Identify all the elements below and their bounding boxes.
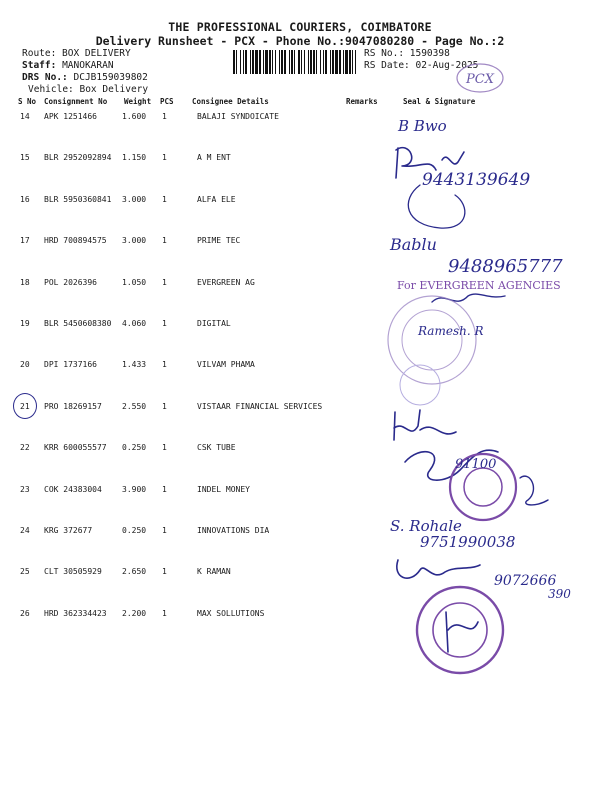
cell-sno: 19 xyxy=(20,319,30,328)
sig-row23-scribble xyxy=(520,476,548,505)
sig-row17: Bablu xyxy=(390,235,437,254)
cell-weight: 1.050 xyxy=(122,277,147,287)
rs-date: RS Date: 02-Aug-2025 xyxy=(364,60,479,71)
cell-consignee: INDEL MONEY xyxy=(197,484,250,494)
round-seal-stamp xyxy=(388,296,476,384)
drs-label: DRS No.: xyxy=(22,72,68,83)
pcx-stamp xyxy=(457,64,503,92)
sig-row14: B Bwo xyxy=(398,117,447,135)
page-title: THE PROFESSIONAL COURIERS, COIMBATORE xyxy=(168,20,432,34)
cell-sno: 15 xyxy=(20,153,30,163)
cell-pcs: 1 xyxy=(162,567,167,577)
cell-consignee: INNOVATIONS DIA xyxy=(197,526,270,535)
cell-weight: 4.060 xyxy=(122,319,147,328)
cell-sno: 26 xyxy=(20,608,30,618)
vehicle-text: Vehicle: Box Delivery xyxy=(28,84,149,95)
cell-pcs: 1 xyxy=(162,401,167,411)
col-consignment: Consignment No xyxy=(44,97,108,106)
evergreen-stamp: For EVERGREEN AGENCIES xyxy=(397,279,561,292)
cell-pcs: 1 xyxy=(162,360,167,370)
cell-pcs: 1 xyxy=(162,153,167,163)
cell-weight: 2.550 xyxy=(122,401,147,411)
cell-consignment: COK 24383004 xyxy=(44,484,102,494)
runsheet-subtitle: Delivery Runsheet - PCX - Phone No.:9047080280 - Page No.:2 xyxy=(95,34,505,48)
cell-sno: 20 xyxy=(20,360,30,370)
row20-faint-stamp xyxy=(400,365,440,405)
cell-weight: 1.433 xyxy=(122,360,147,370)
phone-row25: 9072666 xyxy=(494,573,557,589)
cell-consignee: CSK TUBE xyxy=(197,443,236,453)
cell-consignee: EVERGREEN AG xyxy=(197,277,255,287)
note-row23: 91100 xyxy=(455,457,497,472)
cell-pcs: 1 xyxy=(162,236,167,246)
cell-weight: 2.200 xyxy=(122,608,147,618)
cell-consignee: DIGITAL xyxy=(197,319,231,328)
cell-pcs: 1 xyxy=(162,608,167,618)
cell-consignment: APK 1251466 xyxy=(44,112,97,121)
pcx-stamp-text: PCX xyxy=(466,72,494,87)
note-row25: 390 xyxy=(548,587,571,601)
col-pcs: PCS xyxy=(160,97,174,106)
cell-sno: 22 xyxy=(20,443,30,453)
cell-consignment: HRD 362334423 xyxy=(44,608,107,618)
cell-sno: 17 xyxy=(20,236,30,246)
sig-row24: S. Rohale xyxy=(390,517,462,535)
cell-consignee: ALFA ELE xyxy=(197,194,236,204)
cell-sno: 14 xyxy=(20,112,30,121)
cell-weight: 2.650 xyxy=(122,567,147,577)
sig-row26-scribble xyxy=(446,612,478,652)
col-sno: S No xyxy=(18,97,37,106)
sig-row19: Ramesh. R xyxy=(418,324,484,338)
col-seal: Seal & Signature xyxy=(403,97,476,106)
cell-consignment: PRO 18269157 xyxy=(44,401,102,411)
cell-consignment: BLR 5950360841 xyxy=(44,194,112,204)
cell-pcs: 1 xyxy=(162,484,167,494)
col-weight: Weight xyxy=(124,97,152,106)
cell-weight: 1.150 xyxy=(122,153,147,163)
cell-pcs: 1 xyxy=(162,443,167,453)
cell-consignee: A M ENT xyxy=(197,153,231,163)
col-remarks: Remarks xyxy=(346,97,378,106)
sig-row18-scribble xyxy=(432,294,505,302)
route-text: Route: BOX DELIVERY xyxy=(22,48,131,59)
staff-name: MANOKARAN xyxy=(62,60,114,71)
rs-number: RS No.: 1590398 xyxy=(364,48,450,59)
cell-weight: 3.000 xyxy=(122,194,147,204)
purple-seal-row26 xyxy=(417,587,503,673)
cell-sno: 24 xyxy=(20,526,30,535)
cell-consignment: HRD 700894575 xyxy=(44,236,107,246)
cell-consignment: BLR 5450608380 xyxy=(44,319,112,328)
cell-consignee: BALAJI SYNDOICATE xyxy=(197,112,279,121)
cell-weight: 3.900 xyxy=(122,484,147,494)
sig-row16-swirl xyxy=(408,185,465,228)
sig-row21-scribble xyxy=(394,410,456,440)
cell-sno: 21 xyxy=(20,401,30,411)
cell-sno: 16 xyxy=(20,194,30,204)
col-consignee: Consignee Details xyxy=(192,97,269,106)
cell-consignment: KRG 372677 xyxy=(44,526,93,535)
cell-consignment: POL 2026396 xyxy=(44,277,97,287)
cell-consignment: BLR 2952092894 xyxy=(44,153,112,163)
cell-consignment: DPI 1737166 xyxy=(44,360,97,370)
cell-pcs: 1 xyxy=(162,526,167,535)
staff-label: Staff: xyxy=(22,60,57,71)
cell-consignee: VILVAM PHAMA xyxy=(197,360,255,370)
cell-consignee: MAX SOLLUTIONS xyxy=(197,608,265,618)
cell-weight: 0.250 xyxy=(122,526,147,535)
phone-row15: 9443139649 xyxy=(422,170,531,190)
cell-pcs: 1 xyxy=(162,112,167,121)
phone-row24: 9751990038 xyxy=(420,533,516,551)
cell-pcs: 1 xyxy=(162,194,167,204)
cell-weight: 1.600 xyxy=(122,112,147,121)
cell-consignee: VISTAAR FINANCIAL SERVICES xyxy=(197,401,323,411)
cell-sno: 25 xyxy=(20,567,30,577)
cell-pcs: 1 xyxy=(162,319,167,328)
cell-sno: 18 xyxy=(20,277,30,287)
cell-weight: 0.250 xyxy=(122,443,147,453)
cell-consignment: KRR 600055577 xyxy=(44,443,107,453)
cell-pcs: 1 xyxy=(162,277,167,287)
cell-consignee: PRIME TEC xyxy=(197,236,241,246)
sig-row25-scribble xyxy=(397,560,480,578)
cell-weight: 3.000 xyxy=(122,236,147,246)
cell-consignment: CLT 30505929 xyxy=(44,567,102,577)
cell-consignee: K RAMAN xyxy=(197,567,231,577)
drs-number: DCJB159039802 xyxy=(73,72,148,83)
cell-sno: 23 xyxy=(20,484,30,494)
phone-row17: 9488965777 xyxy=(448,256,563,277)
